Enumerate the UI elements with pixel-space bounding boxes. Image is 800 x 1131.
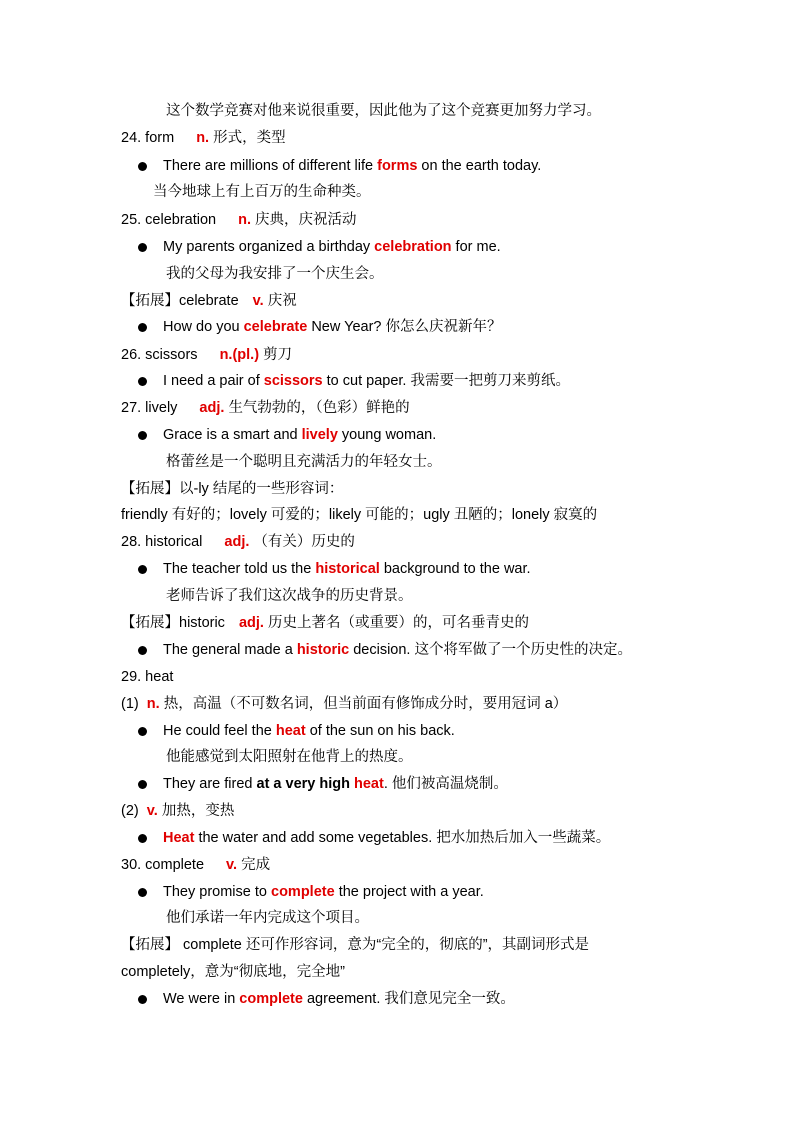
adjective-list: friendly 有好的；lovely 可爱的；likely 可能的；ugly 丑陋的；lonely 寂寞的 xyxy=(121,507,598,523)
bullet xyxy=(138,780,147,789)
entry-24-heading: 24. form n. 形式，类型 xyxy=(121,130,286,146)
extension-heading: 【拓展】historic adj. 历史上著名（或重要）的，可名垂青史的 xyxy=(121,615,529,631)
example-sentence: My parents organized a birthday celebration for me. xyxy=(163,239,501,255)
translation: 他能感觉到太阳照射在他背上的热度。 xyxy=(166,749,413,765)
bullet xyxy=(138,888,147,897)
example-sentence: He could feel the heat of the sun on his back. xyxy=(163,723,455,739)
translation: 我的父母为我安排了一个庆生会。 xyxy=(166,266,384,282)
bullet xyxy=(138,377,147,386)
bullet xyxy=(138,243,147,252)
entry-30-heading: 30. complete v. 完成 xyxy=(121,857,271,873)
bullet xyxy=(138,323,147,332)
example-sentence: They promise to complete the project with a year. xyxy=(163,884,484,900)
entry-26-heading: 26. scissors n.(pl.) 剪刀 xyxy=(121,347,293,363)
bullet xyxy=(138,431,147,440)
extension-heading: 【拓展】celebrate v. 庆祝 xyxy=(121,293,297,309)
example-sentence: I need a pair of scissors to cut paper. 我需要一把剪刀来剪纸。 xyxy=(163,373,570,389)
extension-note: 【拓展】 complete 还可作形容词，意为“完全的，彻底的”，其副词形式是 xyxy=(121,937,590,953)
translation: 他们承诺一年内完成这个项目。 xyxy=(166,910,369,926)
example-sentence: They are fired at a very high heat. 他们被高温烧制。 xyxy=(163,776,508,792)
example-sentence: Heat the water and add some vegetables. 把水加热后加入一些蔬菜。 xyxy=(163,830,611,846)
bullet xyxy=(138,565,147,574)
example-sentence: Grace is a smart and lively young woman. xyxy=(163,427,437,443)
bullet xyxy=(138,995,147,1004)
bullet xyxy=(138,727,147,736)
translation: 当今地球上有上百万的生命种类。 xyxy=(153,184,371,200)
line-1: 这个数学竞赛对他来说很重要，因此他为了这个竞赛更加努力学习。 xyxy=(166,103,601,119)
entry-28-heading: 28. historical adj. （有关）历史的 xyxy=(121,534,355,550)
entry-27-heading: 27. lively adj. 生气勃勃的，（色彩）鲜艳的 xyxy=(121,400,410,416)
sense-2-heading: (2) v. 加热，变热 xyxy=(121,803,235,819)
example-sentence: The teacher told us the historical background to the war. xyxy=(163,561,531,577)
extension-heading: 【拓展】以-ly 结尾的一些形容词： xyxy=(121,481,344,497)
translation: 老师告诉了我们这次战争的历史背景。 xyxy=(166,588,413,604)
translation: 格蕾丝是一个聪明且充满活力的年轻女士。 xyxy=(166,454,442,470)
example-sentence: How do you celebrate New Year? 你怎么庆祝新年？ xyxy=(163,319,502,335)
bullet xyxy=(138,162,147,171)
example-sentence: We were in complete agreement. 我们意见完全一致。 xyxy=(163,991,515,1007)
example-sentence: The general made a historic decision. 这个将军做了一个历史性的决定。 xyxy=(163,642,632,658)
sense-1-heading: (1) n. 热，高温（不可数名词，但当前面有修饰成分时，要用冠词 a） xyxy=(121,696,568,712)
extension-note-continued: completely，意为“彻底地，完全地” xyxy=(121,964,345,980)
entry-29-heading: 29. heat xyxy=(121,669,174,685)
example-sentence: There are millions of different life forms on the earth today. xyxy=(163,158,542,174)
entry-25-heading: 25. celebration n. 庆典，庆祝活动 xyxy=(121,212,357,228)
bullet xyxy=(138,646,147,655)
bullet xyxy=(138,834,147,843)
